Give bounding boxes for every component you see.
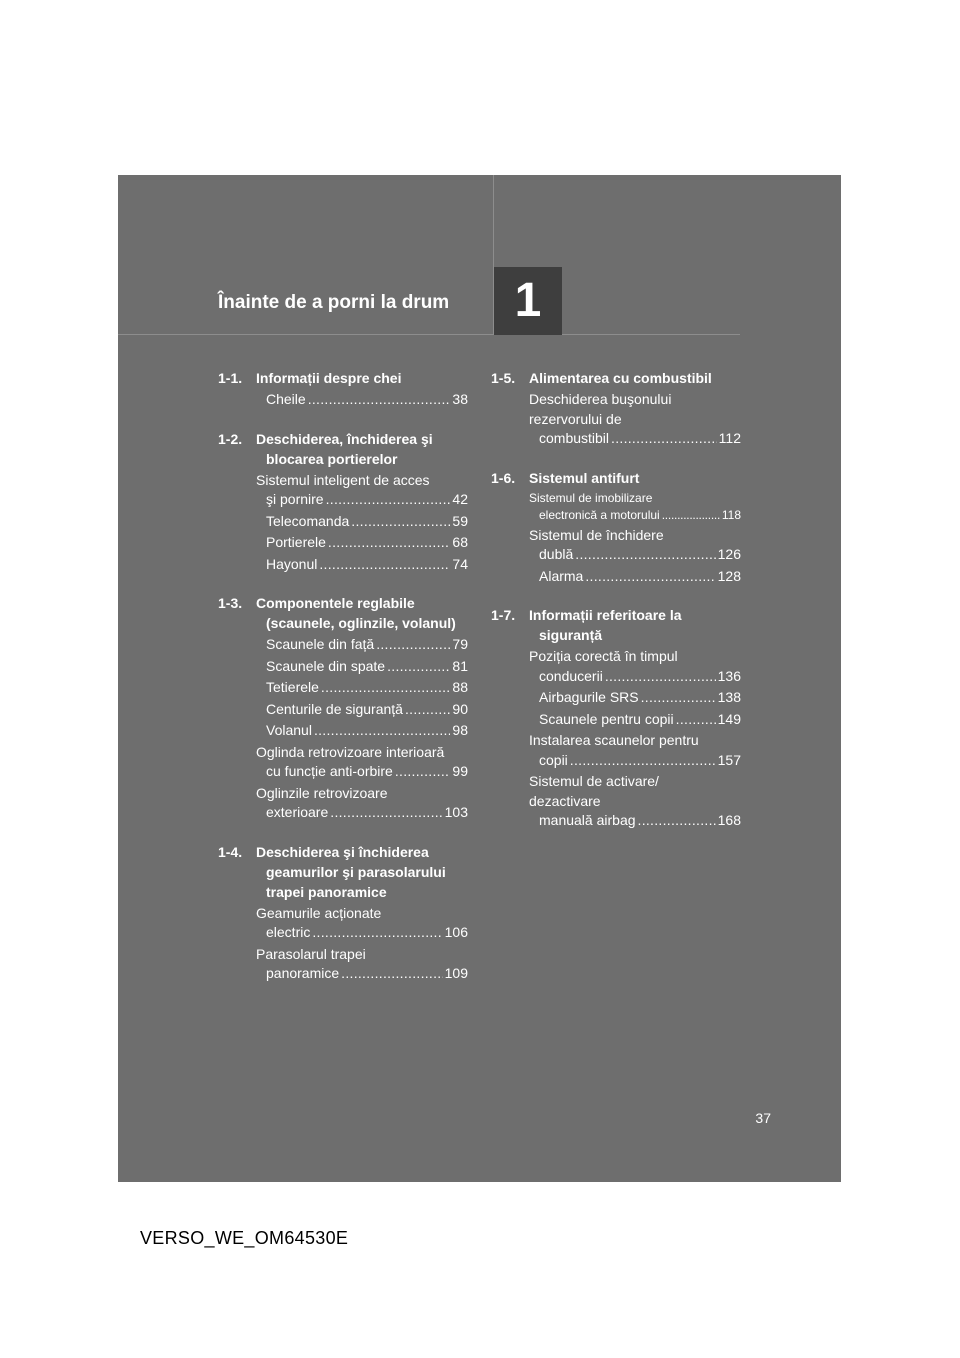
- entry-page-number: 106: [444, 924, 468, 940]
- dot-leader: [330, 803, 442, 823]
- chapter-panel: [118, 175, 841, 1182]
- section-number: 1-6.: [491, 469, 516, 486]
- entry-page-number: 136: [717, 667, 741, 684]
- toc-entry[interactable]: [529, 688, 741, 708]
- dot-leader: [326, 490, 451, 510]
- entry-leader-line: [266, 923, 468, 943]
- entry-page-number: 149: [717, 710, 741, 727]
- entry-page-number: 157: [717, 751, 741, 768]
- section-title: Informații despre chei: [256, 370, 402, 386]
- entry-title-text: manuală airbag: [539, 812, 636, 828]
- toc-entry[interactable]: [256, 657, 468, 677]
- dot-leader: [321, 678, 451, 698]
- entry-title-line: Oglinzile retrovizoare: [256, 784, 388, 801]
- entry-leader-line: [266, 678, 468, 698]
- entry-title-line: Geamurile acționate: [256, 904, 382, 921]
- entry-title-line: Instalarea scaunelor pentru: [529, 732, 699, 748]
- entry-title-text: Centurile de siguranță: [266, 700, 403, 717]
- toc-entry[interactable]: [529, 490, 741, 524]
- page-number: 37: [755, 1110, 771, 1126]
- entry-leader-line: [266, 762, 468, 782]
- section-number: 1-5.: [491, 370, 516, 386]
- entry-title-line: Deschiderea buşonului: [529, 391, 672, 407]
- entry-leader-line: [539, 507, 741, 524]
- document-code: VERSO_WE_OM64530E: [140, 1228, 349, 1248]
- entry-title-line: Poziția corectă în timpul: [529, 648, 678, 664]
- toc-entry[interactable]: [256, 784, 468, 823]
- entry-title-text: Scaunele pentru copii: [539, 710, 674, 727]
- entry-page-number: 79: [452, 636, 468, 652]
- toc-entry[interactable]: [256, 700, 468, 720]
- entry-title-text: copii: [539, 751, 568, 768]
- dot-leader: [638, 811, 716, 831]
- entry-title-text: panoramice: [266, 965, 340, 981]
- toc-entry[interactable]: [529, 647, 741, 686]
- toc-section: [491, 605, 741, 831]
- entry-title-line: Sistemul de activare/: [529, 773, 659, 789]
- toc-section: [491, 468, 741, 587]
- entry-title-text: Portierele: [266, 534, 326, 550]
- section-heading[interactable]: [491, 368, 741, 388]
- entry-page-number: 118: [721, 507, 741, 522]
- toc-entry[interactable]: [529, 731, 741, 770]
- entry-title-text: cu funcție anti-orbire: [266, 763, 393, 779]
- dot-leader: [676, 710, 716, 730]
- entry-title-line: Sistemul de închidere: [529, 526, 664, 543]
- entry-title-text: conducerii: [539, 667, 603, 684]
- entry-title-line: rezervorului de: [529, 410, 622, 427]
- entry-title-text: Scaunele din față: [266, 636, 375, 652]
- entry-title-text: Hayonul: [266, 555, 318, 572]
- section-number: 1-1.: [218, 370, 243, 386]
- toc-entry[interactable]: [529, 567, 741, 587]
- dot-leader: [308, 390, 451, 410]
- header-horizontal-divider: [118, 334, 740, 335]
- toc-entry[interactable]: [256, 678, 468, 698]
- entry-page-number: 81: [452, 657, 468, 674]
- entry-page-number: 42: [452, 491, 468, 507]
- entry-leader-line: [266, 555, 468, 575]
- entry-leader-line: [266, 964, 468, 984]
- toc-entry[interactable]: [529, 772, 741, 831]
- entry-title-text: Tetierele: [266, 679, 319, 695]
- section-heading[interactable]: [491, 605, 741, 645]
- section-number: 1-7.: [491, 607, 516, 623]
- entry-page-number: 126: [717, 546, 741, 562]
- toc-entry[interactable]: [256, 471, 468, 510]
- dot-leader: [341, 964, 442, 984]
- toc-right-column: [491, 368, 741, 850]
- dot-leader: [405, 700, 450, 720]
- entry-title-text: electronică a motorului: [539, 507, 660, 522]
- dot-leader: [328, 533, 451, 553]
- toc-entry[interactable]: [256, 743, 468, 782]
- section-heading[interactable]: [218, 842, 468, 902]
- entry-leader-line: [266, 700, 468, 720]
- entry-leader-line: [539, 667, 741, 687]
- dot-leader: [314, 721, 450, 741]
- entry-title-line: dezactivare: [529, 792, 601, 809]
- dot-leader: [585, 567, 715, 587]
- entry-page-number: 38: [452, 391, 468, 407]
- entry-page-number: 103: [444, 804, 468, 820]
- entry-leader-line: [539, 567, 741, 587]
- dot-leader: [605, 667, 716, 687]
- entry-leader-line: [539, 429, 741, 449]
- toc-section: [218, 842, 468, 984]
- toc-entry[interactable]: [256, 721, 468, 741]
- entry-leader-line: [539, 710, 741, 730]
- toc-section: [491, 368, 741, 449]
- section-title: Sistemul antifurt: [529, 469, 640, 486]
- section-heading[interactable]: [218, 429, 468, 469]
- entry-title-text: combustibil: [539, 430, 610, 446]
- entry-title-text: şi pornire: [266, 491, 324, 507]
- section-heading[interactable]: [218, 368, 468, 388]
- entry-title-line: Sistemul de imobilizare: [529, 490, 653, 505]
- dot-leader: [611, 429, 717, 449]
- entry-title-text: Volanul: [266, 722, 312, 738]
- dot-leader: [575, 545, 715, 565]
- section-title: Deschiderea, închiderea şi blocarea portierelor: [256, 430, 433, 467]
- entry-leader-line: [539, 751, 741, 771]
- entry-page-number: 59: [452, 512, 468, 529]
- entry-leader-line: [266, 803, 468, 823]
- toc-section: [218, 429, 468, 575]
- entry-title-line: Oglinda retrovizoare interioară: [256, 743, 445, 760]
- dot-leader: [387, 657, 450, 677]
- entry-leader-line: [539, 688, 741, 708]
- entry-page-number: 138: [717, 689, 741, 705]
- entry-title-text: Alarma: [539, 567, 584, 584]
- entry-page-number: 68: [452, 534, 468, 550]
- entry-page-number: 128: [717, 567, 741, 584]
- entry-title-text: electric: [266, 924, 311, 940]
- chapter-number-tab: 1: [494, 267, 562, 335]
- entry-title-text: Cheile: [266, 391, 306, 407]
- entry-page-number: 99: [452, 763, 468, 779]
- section-number: 1-3.: [218, 595, 243, 611]
- entry-page-number: 168: [717, 812, 741, 828]
- section-title: Componentele reglabile (scaunele, oglinzile, volanul): [256, 595, 456, 631]
- entry-leader-line: [266, 657, 468, 677]
- entry-leader-line: [266, 635, 468, 655]
- toc-entry[interactable]: [529, 390, 741, 449]
- dot-leader: [319, 555, 450, 575]
- dot-leader: [641, 688, 716, 708]
- section-heading[interactable]: [218, 593, 468, 633]
- entry-leader-line: [266, 533, 468, 553]
- entry-title-text: Scaunele din spate: [266, 657, 386, 674]
- entry-title-line: Parasolarul trapei: [256, 945, 366, 962]
- toc-section: [218, 593, 468, 823]
- entry-page-number: 90: [452, 700, 468, 717]
- section-heading[interactable]: [491, 468, 741, 488]
- entry-title-text: exterioare: [266, 804, 329, 820]
- dot-leader: [351, 512, 450, 532]
- dot-leader: [376, 635, 450, 655]
- section-title: Deschiderea şi închiderea geamurilor şi parasolarului trapei panoramice: [256, 843, 446, 900]
- entry-title-text: Airbagurile SRS: [539, 689, 639, 705]
- section-title: Informații referitoare la siguranță: [529, 607, 682, 643]
- dot-leader: [570, 751, 716, 771]
- entry-page-number: 88: [452, 679, 468, 695]
- entry-title-text: Telecomanda: [266, 512, 350, 529]
- entry-title-text: dublă: [539, 546, 574, 562]
- entry-page-number: 98: [452, 722, 468, 738]
- entry-leader-line: [266, 512, 468, 532]
- entry-leader-line: [539, 545, 741, 565]
- section-number: 1-4.: [218, 843, 243, 860]
- toc-entry[interactable]: [529, 710, 741, 730]
- entry-leader-line: [539, 811, 741, 831]
- toc-entry[interactable]: [256, 555, 468, 575]
- chapter-title: Înainte de a porni la drum: [218, 292, 450, 313]
- toc-section: [218, 368, 468, 410]
- toc-entry[interactable]: [256, 390, 468, 410]
- entry-page-number: 74: [452, 555, 468, 572]
- entry-title-line: Sistemul inteligent de acces: [256, 471, 430, 488]
- toc-entry[interactable]: [256, 635, 468, 655]
- toc-entry[interactable]: [256, 512, 468, 532]
- toc-entry[interactable]: [256, 945, 468, 984]
- section-title: Alimentarea cu combustibil: [529, 370, 712, 386]
- entry-page-number: 112: [718, 430, 741, 446]
- toc-entry[interactable]: [256, 533, 468, 553]
- entry-leader-line: [266, 390, 468, 410]
- dot-leader: [662, 507, 720, 524]
- entry-page-number: 109: [444, 965, 468, 981]
- toc-entry[interactable]: [256, 904, 468, 943]
- toc-left-column: [218, 368, 468, 1003]
- dot-leader: [312, 923, 442, 943]
- entry-leader-line: [266, 490, 468, 510]
- section-number: 1-2.: [218, 430, 243, 447]
- entry-leader-line: [266, 721, 468, 741]
- dot-leader: [395, 762, 451, 782]
- toc-entry[interactable]: [529, 526, 741, 565]
